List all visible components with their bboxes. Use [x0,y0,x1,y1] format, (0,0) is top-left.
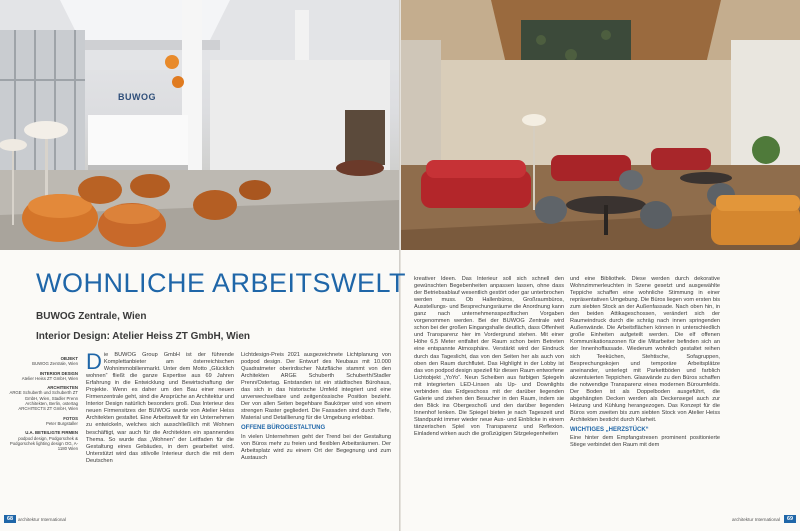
page-number-left: 68 [4,515,16,523]
footer-magazine-right: architektur International [731,517,780,522]
fact-value: BUWOG Zentrale, Wien [32,361,78,367]
lounge-photo [401,0,800,250]
article-headline: WOHNLICHE ARBEITSWELT [36,268,407,298]
body-text: Eine hinter dem Empfangstresen prominent positionierte Stiege verbindet den Raum mit dem [570,435,720,449]
buwog-sign: BUWOG [118,92,156,102]
drop-cap: D [86,352,102,374]
section-heading: OFFENE BÜROGESTALTUNG [241,425,326,432]
body-column-1 [86,352,234,522]
lobby-photo [0,0,399,250]
project-facts [8,356,78,455]
fact-label: ARCHITEKTEN [47,385,78,391]
body-text: und eine Bibliothek. Diese werden durch dekorative Wohnzimmerleuchten in Szene gesetzt und ausgewählte Teppiche schaffen eine wohnliche Stimmung in einer repräsentativen Umgebung. Die Büros liegen vom ersten bis zum siebten Stock an der Außenfassade. Nach oben hin, in den beiden Attikageschossen, verändert sich der Raumeindruck durch die schräg nach innen springenden Außenwände. Die Arbeitsflächen können in unterschiedlich große Einheiten aufgeteilt werden. Die elf offenen Kommunikationszonen für die Mitarbeiter befinden sich an der Innenhoffassade. Wiederum wohnlich gestaltet reihen sich Teeküchen, Stehtische, Sofagruppen, Besprechungskojen und temporäre Arbeitsplätze aneinander, unterlegt mit Parkettböden und farblich akzentuierten Teppichen. Glaswände zu den Büros schaffen die notwendige Transparenz eines modernen Büroumfelds. Der Boden ist als Doppelboden ausgeführt, die abgehängten Decken werden als Deckensegel auch zur Heizung und Kühlung herangezogen. Das Konzept für die Büros vom zweiten bis zum siebten Stock von Atelier Heiss Architekten besticht durch Klarheit. [570,276,720,423]
article-subheadline-designer: Interior Design: Atelier Heiss ZT GmbH, Wien [36,331,251,342]
fact-value: ARGE Schuberth und Schuberth ZT GmbH, Wien, Stadler Prenn Architekten, Berlin, ostertag ARCHITECTS ZT GmbH, Wien [9,390,78,412]
fact-label: OBJEKT [60,356,78,361]
body-column-3 [414,276,564,524]
fact-label: U.A. BETEILIGTE FIRMEN [25,430,78,436]
fact-value: podpod design, Podgorschek & Podgorschek lighting design OG, A-1180 Wien [9,435,78,452]
lobby-photo-illustration [0,0,399,250]
fact-label: INTERIOR DESIGN [39,370,78,376]
section-heading: WICHTIGES „HERZSTÜCK“ [570,426,649,433]
body-text: ie BUWOG Group GmbH ist der führende Komplettanbieter am österreichischen Wohnimmobilienmarkt. Unter dem Motto „Glücklich wohnen“ fließt die ganze Expertise aus 69 Jahren Erfahrung in die Entwicklung und Bewirtschaftung der Projekte. Wenn es daher um den Bau einer neuen Firmenzentrale geht, sind die Ansprüche an Architektur und Interior Design natürlich besonders groß. Das Interieur des neuen Firmensitzes der BUWOG wurde von Atelier Heiss Architekten gestaltet. Eine Arbeitswelt für ein Unternehmen zu entwickeln, welches sich ausschließlich mit Wohnen beschäftigt, war auch für die Architekten ein spannendes Thema. So wurde das „Wohnen“ der Leitfaden für die Gestaltung eines Gebäudes, in dem gearbeitet wird. Unterstützt wird das stilvolle Interieur durch die mit dem Deutschen [86,352,234,464]
body-column-2 [241,352,391,522]
fact-label: FOTOS [63,415,78,421]
body-text: kreativer Ideen. Das Interieur soll sich schnell den gewünschten Begebenheiten anpassen lassen, ohne dass der Betriebsablauf wesentlich gestört oder gar unterbrochen werden muss. Ob Hallenbüros, Großraumbüros, Ausstellungs- und Besprechungsräume die Anordnung kann ganz nach unternehmensspezifischen Vorgaben vorgenommen werden. Bei der BUWOG Zentrale wird schon bei der großen Eingangshalle deutlich, dass Offenheit und Transparenz hier im Vordergrund stehen. Mit einer Höhe 6,5 Meter entfaltet der Raum schon beim Betreten eine entspannte Atmosphäre. Verstärkt wird der Eindruck durch das Tageslicht, das von den Seiten her als auch von oben den Raum durchflutet. Das Highlight in der Lobby ist das von podpod design speziell für diesen Raum entworfene Lichtobjekt „YoYo“. Neun Scheiben aus farbigen Spiegeln mit integrierten LED-Linsen als Up- und Downlights verbinden das Erdgeschoss mit der darüber liegenden Galerie und ziehen den Besucher in den Raum, indem sie den Blick ins Obergeschoß und den darüber liegenden Innenhof lenken. Die Spiegel bieten je nach Tageszeit und Standpunkt immer wieder neue Aus- und Einblicke in einem tänzerischen Spiel von Transparenz und Reflexion. Einladend wirken auch die großzügigen Sitzgelegenheiten [414,276,564,438]
body-text: In vielen Unternehmen geht der Trend bei der Gestaltung von Büros mehr zu freien und flexiblen Arbeitsräumen. Der Arbeitsplatz wird zu einem Ort der Begegnung und zum Austausch [241,433,391,461]
article-subheadline-location: BUWOG Zentrale, Wien [36,311,147,322]
body-column-4 [570,276,720,524]
fact-value: Atelier Heiss ZT GmbH, Wien [21,375,78,381]
body-text: Lichtdesign-Preis 2021 ausgezeichnete Lichtplanung von podpod design. Der Entwurf des Neubaus mit 10.000 Quadratmeter oberirdischer Nutzfläche stammt von den Architekten ARGE Schuberth Schuberth/Stadler Prenn/Ostertag. Entstanden ist ein städtisches Bürohaus, das sich in das historische Umfeld integriert und eine unverwechselbare und zeitgenössische Position bezieht. Der von allen Seiten begehbare Baukörper wird von einem strengen Raster gegliedert. Die Fassaden sind durch Tiefe, Material und Detaillierung für die Umgebung erlebbar. [241,352,391,422]
footer-magazine-left: architektur International [18,517,67,522]
fact-value: Peter Burgstaller [45,420,78,426]
page-number-right: 69 [784,515,796,523]
lounge-photo-illustration [401,0,800,250]
